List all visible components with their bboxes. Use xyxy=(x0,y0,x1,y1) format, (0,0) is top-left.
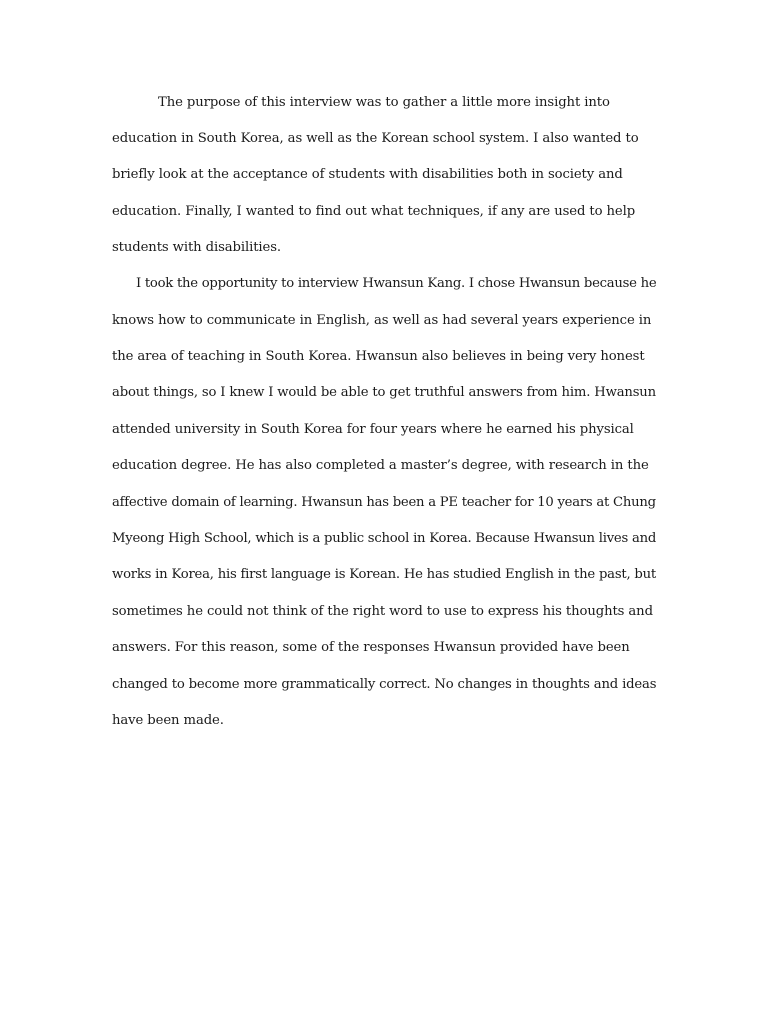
paragraph-1-line-5: students with disabilities. xyxy=(112,240,282,255)
paragraph-2-line-3: the area of teaching in South Korea. Hwansun also believes in being very honest xyxy=(112,349,645,364)
paragraph-2-line-2: knows how to communicate in English, as well as had several years experience in xyxy=(112,313,652,328)
paragraph-2-line-9: works in Korea, his first language is Korean. He has studied English in the past, but xyxy=(112,567,656,582)
paragraph-1-line-3: briefly look at the acceptance of students with disabilities both in society and xyxy=(112,167,623,182)
paragraph-2-line-6: education degree. He has also completed a master’s degree, with research in the xyxy=(112,458,649,473)
paragraph-1-line-1: The purpose of this interview was to gather a little more insight into xyxy=(158,95,610,110)
paragraph-2-line-1: I took the opportunity to interview Hwansun Kang. I chose Hwansun because he xyxy=(136,276,657,291)
paragraph-1-line-2: education in South Korea, as well as the Korean school system. I also wanted to xyxy=(112,131,639,146)
paragraph-2-line-4: about things, so I knew I would be able to get truthful answers from him. Hwansun xyxy=(112,385,656,400)
paragraph-2-line-7: affective domain of learning. Hwansun has been a PE teacher for 10 years at Chung xyxy=(112,495,656,510)
paragraph-1-line-4: education. Finally, I wanted to find out what techniques, if any are used to help xyxy=(112,204,636,219)
paragraph-2-line-13: have been made. xyxy=(112,713,224,728)
paragraph-2-line-10: sometimes he could not think of the right word to use to express his thoughts and xyxy=(112,604,653,619)
paragraph-2-line-5: attended university in South Korea for four years where he earned his physical xyxy=(112,422,634,437)
paragraph-2-line-12: changed to become more grammatically correct. No changes in thoughts and ideas xyxy=(112,677,657,692)
paragraph-2-line-8: Myeong High School, which is a public school in Korea. Because Hwansun lives and xyxy=(112,531,657,546)
paragraph-2-line-11: answers. For this reason, some of the responses Hwansun provided have been xyxy=(112,640,630,655)
